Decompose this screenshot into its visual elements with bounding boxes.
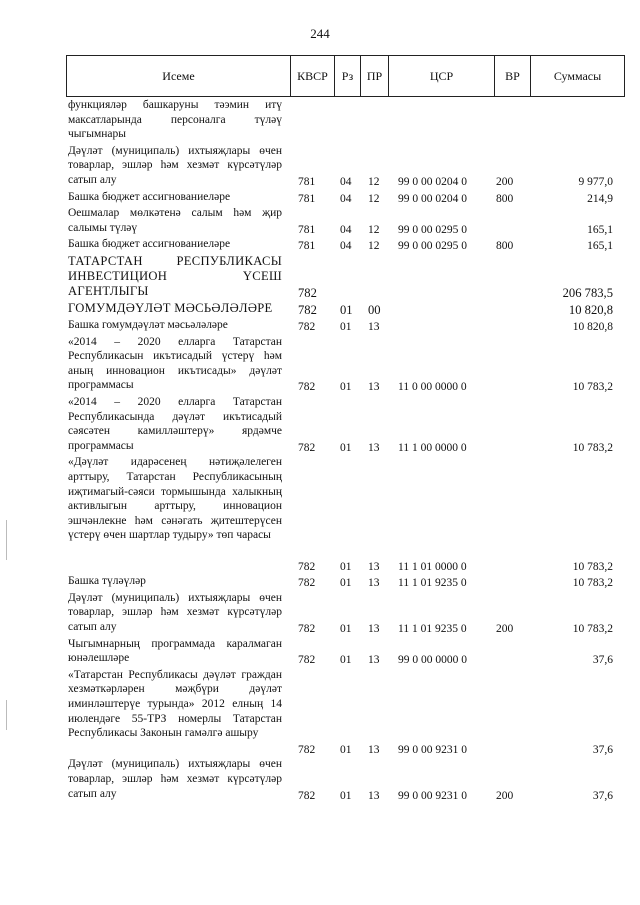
cell-pr: 13 <box>368 789 380 802</box>
row-name: Башка түләүләр <box>68 575 146 588</box>
cell-vr: 200 <box>496 176 514 188</box>
table-row <box>0 206 640 237</box>
table-body <box>0 98 640 803</box>
cell-rz: 01 <box>340 654 352 667</box>
cell-csr: 11 1 01 0000 0 <box>398 560 467 573</box>
row-name: Башка гомумдәүләт мәсьәләләре <box>68 318 228 331</box>
cell-sum: 206 783,5 <box>562 285 613 300</box>
cell-kvsr: 782 <box>298 622 316 635</box>
table-row <box>0 190 640 207</box>
cell-kvsr: 782 <box>298 577 316 590</box>
row-name: Дәүләт (муниципаль) ихтыяҗлары өчен товарлар, эшләр һәм хезмәт күрсәтүләр сатып алу <box>68 591 282 633</box>
cell-pr: 13 <box>368 577 380 590</box>
cell-vr: 800 <box>496 192 514 205</box>
column-header-kvsr: КВСР <box>291 56 335 97</box>
table-header <box>66 55 625 97</box>
cell-kvsr: 782 <box>298 789 316 802</box>
column-header-sum: Суммасы <box>531 56 625 97</box>
row-name: ТАТАРСТАН РЕСПУБЛИКАСЫ ИНВЕСТИЦИОН ҮСЕШ АГЕНТЛЫГЫ <box>68 253 282 298</box>
cell-csr: 11 1 01 9235 0 <box>398 577 467 590</box>
cell-rz: 01 <box>340 320 352 333</box>
column-header-name: Исеме <box>67 56 291 97</box>
table-row <box>0 637 640 668</box>
cell-csr: 99 0 00 0204 0 <box>398 192 467 205</box>
page-number: 244 <box>310 26 330 41</box>
row-name: функцияләр башкаруны тәэмин итү максатларында персоналга түләү чыгымнары <box>68 99 282 141</box>
cell-rz: 01 <box>340 743 352 756</box>
cell-rz: 01 <box>340 577 352 590</box>
table-row <box>0 395 640 455</box>
cell-pr: 13 <box>368 622 380 635</box>
table-row <box>0 301 640 318</box>
cell-sum: 165,1 <box>587 223 613 236</box>
cell-sum: 9 977,0 <box>578 176 613 188</box>
cell-kvsr: 781 <box>298 192 316 205</box>
cell-sum: 214,9 <box>587 192 613 205</box>
cell-kvsr: 782 <box>298 302 317 317</box>
cell-csr: 99 0 00 0295 0 <box>398 240 467 253</box>
cell-pr: 13 <box>368 743 380 756</box>
cell-kvsr: 782 <box>298 743 316 756</box>
table-row <box>0 318 640 335</box>
cell-kvsr: 782 <box>298 381 316 394</box>
cell-rz: 01 <box>340 560 352 573</box>
cell-pr: 13 <box>368 441 380 454</box>
cell-sum: 10 820,8 <box>572 320 613 333</box>
cell-pr: 12 <box>368 176 380 188</box>
table-row <box>0 591 640 637</box>
cell-pr: 13 <box>368 381 380 394</box>
cell-rz: 01 <box>340 381 352 394</box>
cell-pr: 12 <box>368 192 380 205</box>
cell-pr: 13 <box>368 654 380 667</box>
table-row <box>0 455 640 574</box>
table-row <box>0 98 640 144</box>
cell-kvsr: 782 <box>298 654 316 667</box>
cell-csr: 99 0 00 0000 0 <box>398 654 467 667</box>
column-header-pr: ПР <box>361 56 389 97</box>
row-name: «2014 – 2020 елларга Татарстан Республикасында дәүләт икътисадый сәясәтен камилләштерү» ярдәмче программасы <box>68 395 282 452</box>
column-header-csr: ЦСР <box>389 56 495 97</box>
cell-rz: 01 <box>340 302 353 317</box>
cell-kvsr: 781 <box>298 176 316 188</box>
cell-kvsr: 782 <box>298 320 316 333</box>
cell-csr: 11 1 00 0000 0 <box>398 441 467 454</box>
cell-rz: 01 <box>340 622 352 635</box>
row-name: «Татарстан Республикасы дәүләт граждан хезмәткәрләрен мәҗбүри дәүләт иминләштерүе турында» 2012 елның 14 июлендәге 55-ТРЗ номерлы Татарстан Республикасы Законын гамәлгә ашыру <box>68 668 282 740</box>
cell-sum: 10 783,2 <box>572 577 613 590</box>
cell-sum: 37,6 <box>592 789 613 802</box>
cell-pr: 13 <box>368 320 380 333</box>
cell-pr: 12 <box>368 240 380 253</box>
cell-rz: 01 <box>340 441 352 454</box>
row-name: «Дәүләт идарәсенең нәтиҗәлелеген арттыру, Татарстан Республикасының иҗтимагый-сәяси тормышында халыкның активлыгын арттыру, инновацион эшчәнлекне һәм сәнәгать җитештерүсен үстерү өчен шартлар тудыру» төп чарасы <box>68 456 282 542</box>
cell-vr: 800 <box>496 240 514 253</box>
cell-pr: 13 <box>368 560 380 573</box>
cell-rz: 04 <box>340 240 352 253</box>
cell-sum: 10 820,8 <box>568 302 613 317</box>
cell-sum: 165,1 <box>587 240 613 253</box>
cell-kvsr: 782 <box>298 560 316 573</box>
cell-csr: 99 0 00 9231 0 <box>398 743 467 756</box>
cell-sum: 37,6 <box>592 743 613 756</box>
cell-sum: 10 783,2 <box>572 441 613 454</box>
row-name: «2014 – 2020 елларга Татарстан Республикасын икътисадый үстерү һәм аның инновацион икътисады» дәүләт программасы <box>68 335 282 392</box>
table-row <box>0 335 640 395</box>
cell-rz: 01 <box>340 789 352 802</box>
column-header-vr: ВР <box>495 56 531 97</box>
cell-csr: 99 0 00 9231 0 <box>398 789 467 802</box>
cell-rz: 04 <box>340 176 352 188</box>
table-row <box>0 757 640 803</box>
cell-rz: 04 <box>340 192 352 205</box>
table-row <box>0 237 640 254</box>
table-row <box>0 144 640 190</box>
cell-kvsr: 782 <box>298 285 317 300</box>
cell-rz: 04 <box>340 223 352 236</box>
cell-vr: 200 <box>496 622 514 635</box>
row-name: Башка бюджет ассигнованиеләре <box>68 238 231 251</box>
row-name: Башка бюджет ассигнованиеләре <box>68 190 231 203</box>
row-name: Оешмалар мөлкәтенә салым һәм җир салымы түләү <box>68 207 282 234</box>
row-name: Дәүләт (муниципаль) ихтыяҗлары өчен товарлар, эшләр һәм хезмәт күрсәтүләр сатып алу <box>68 144 282 186</box>
cell-csr: 99 0 00 0295 0 <box>398 223 467 236</box>
cell-csr: 99 0 00 0204 0 <box>398 176 467 188</box>
cell-kvsr: 782 <box>298 441 316 454</box>
cell-pr: 12 <box>368 223 380 236</box>
cell-pr: 00 <box>368 302 381 317</box>
table-row <box>0 668 640 758</box>
table-row <box>0 574 640 591</box>
column-header-rz: Рз <box>335 56 361 97</box>
cell-kvsr: 781 <box>298 240 316 253</box>
row-name: Чыгымнарның программада каралмаган юнәлешләре <box>68 637 282 665</box>
cell-sum: 10 783,2 <box>572 622 613 635</box>
cell-csr: 11 1 01 9235 0 <box>398 622 467 635</box>
cell-sum: 10 783,2 <box>572 560 613 573</box>
cell-sum: 10 783,2 <box>572 381 613 394</box>
cell-sum: 37,6 <box>592 654 613 667</box>
table-row <box>0 254 640 301</box>
cell-kvsr: 781 <box>298 223 316 236</box>
row-name: Дәүләт (муниципаль) ихтыяҗлары өчен товарлар, эшләр һәм хезмәт күрсәтүләр сатып алу <box>68 758 282 800</box>
cell-vr: 200 <box>496 789 514 802</box>
cell-csr: 11 0 00 0000 0 <box>398 381 467 394</box>
row-name: ГОМУМДӘҮЛӘТ МӘСЬӘЛӘЛӘРЕ <box>68 300 273 315</box>
